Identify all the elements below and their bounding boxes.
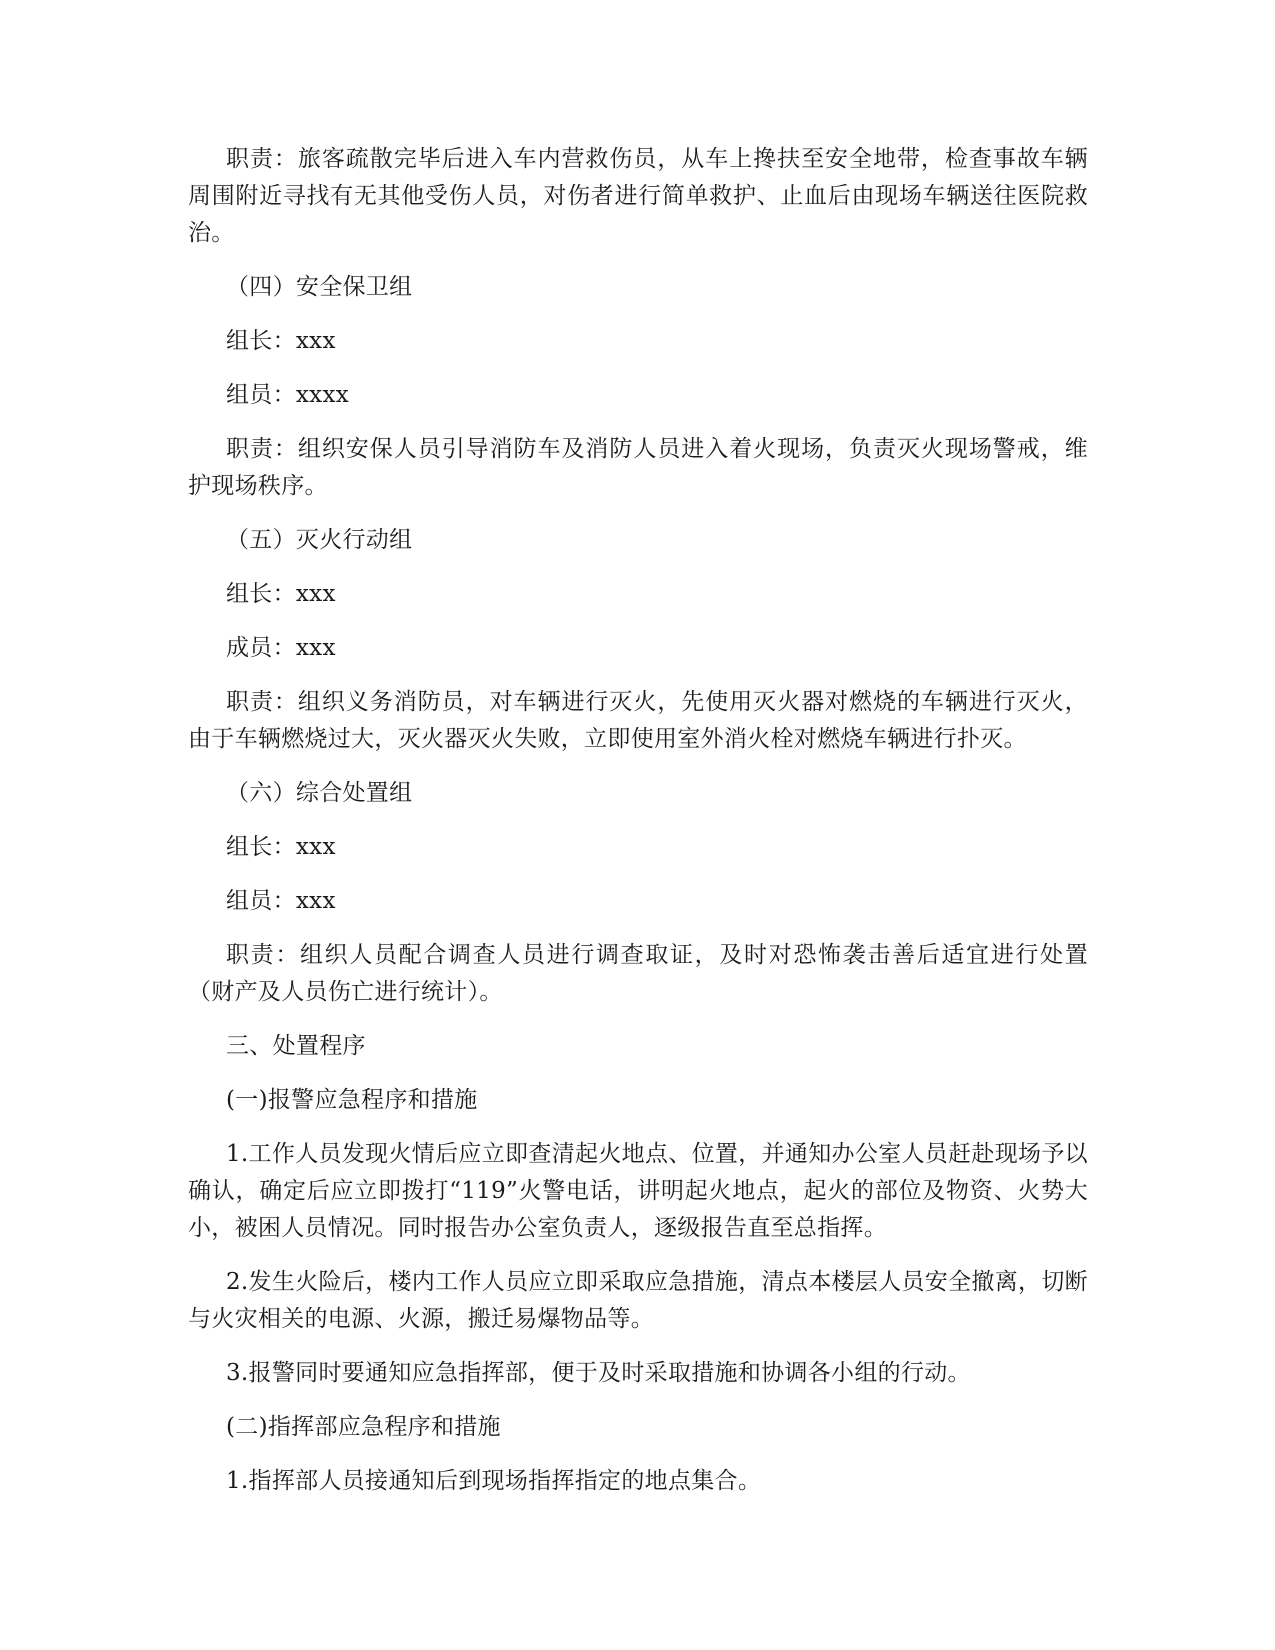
paragraph-alarm-step-3: 3.报警同时要通知应急指挥部，便于及时采取措施和协调各小组的行动。 [226,1360,971,1386]
document-page [188,141,1088,1517]
firefighting-group-leader: 组长：xxx [226,581,336,607]
paragraph-rescue-duty: 职责：旅客疏散完毕后进入车内营救伤员，从车上搀扶至安全地带，检查事故车辆周围附近寻找有无其他受伤人员，对伤者进行简单救护、止血后由现场车辆送往医院救治。 [188,146,1088,246]
paragraph-alarm-step-2: 2.发生火险后，楼内工作人员应立即采取应急措施，清点本楼层人员安全撤离，切断与火灾相关的电源、火源，搬迁易爆物品等。 [188,1269,1088,1332]
paragraph-command-step-1: 1.指挥部人员接通知后到现场指挥指定的地点集合。 [226,1468,762,1494]
heading-command-procedure: (二)指挥部应急程序和措施 [226,1414,501,1440]
heading-security-group: （四）安全保卫组 [226,274,413,300]
paragraph-alarm-step-1: 1.工作人员发现火情后应立即查清起火地点、位置，并通知办公室人员赶赴现场予以确认，确定后应立即拨打“119”火警电话，讲明起火地点，起火的部位及物资、火势大小，被困人员情况。同时报告办公室负责人，逐级报告直至总指挥。 [188,1141,1088,1241]
security-group-leader: 组长：xxx [226,328,336,354]
heading-handling-procedure: 三、处置程序 [226,1033,366,1059]
security-group-members: 组员：xxxx [226,382,349,408]
heading-general-handling-group: （六）综合处置组 [226,780,413,806]
firefighting-group-members: 成员：xxx [226,635,336,661]
heading-alarm-procedure: (一)报警应急程序和措施 [226,1087,478,1113]
paragraph-general-duty: 职责：组织人员配合调查人员进行调查取证，及时对恐怖袭击善后适宜进行处置（财产及人员伤亡进行统计）。 [188,942,1088,1005]
paragraph-security-duty: 职责：组织安保人员引导消防车及消防人员进入着火现场，负责灭火现场警戒，维护现场秩序。 [188,436,1088,499]
paragraph-firefighting-duty: 职责：组织义务消防员，对车辆进行灭火，先使用灭火器对燃烧的车辆进行灭火，由于车辆燃烧过大，灭火器灭火失败，立即使用室外消火栓对燃烧车辆进行扑灭。 [188,689,1088,752]
heading-firefighting-group: （五）灭火行动组 [226,527,413,553]
general-group-leader: 组长：xxx [226,834,336,860]
general-group-members: 组员：xxx [226,888,336,914]
